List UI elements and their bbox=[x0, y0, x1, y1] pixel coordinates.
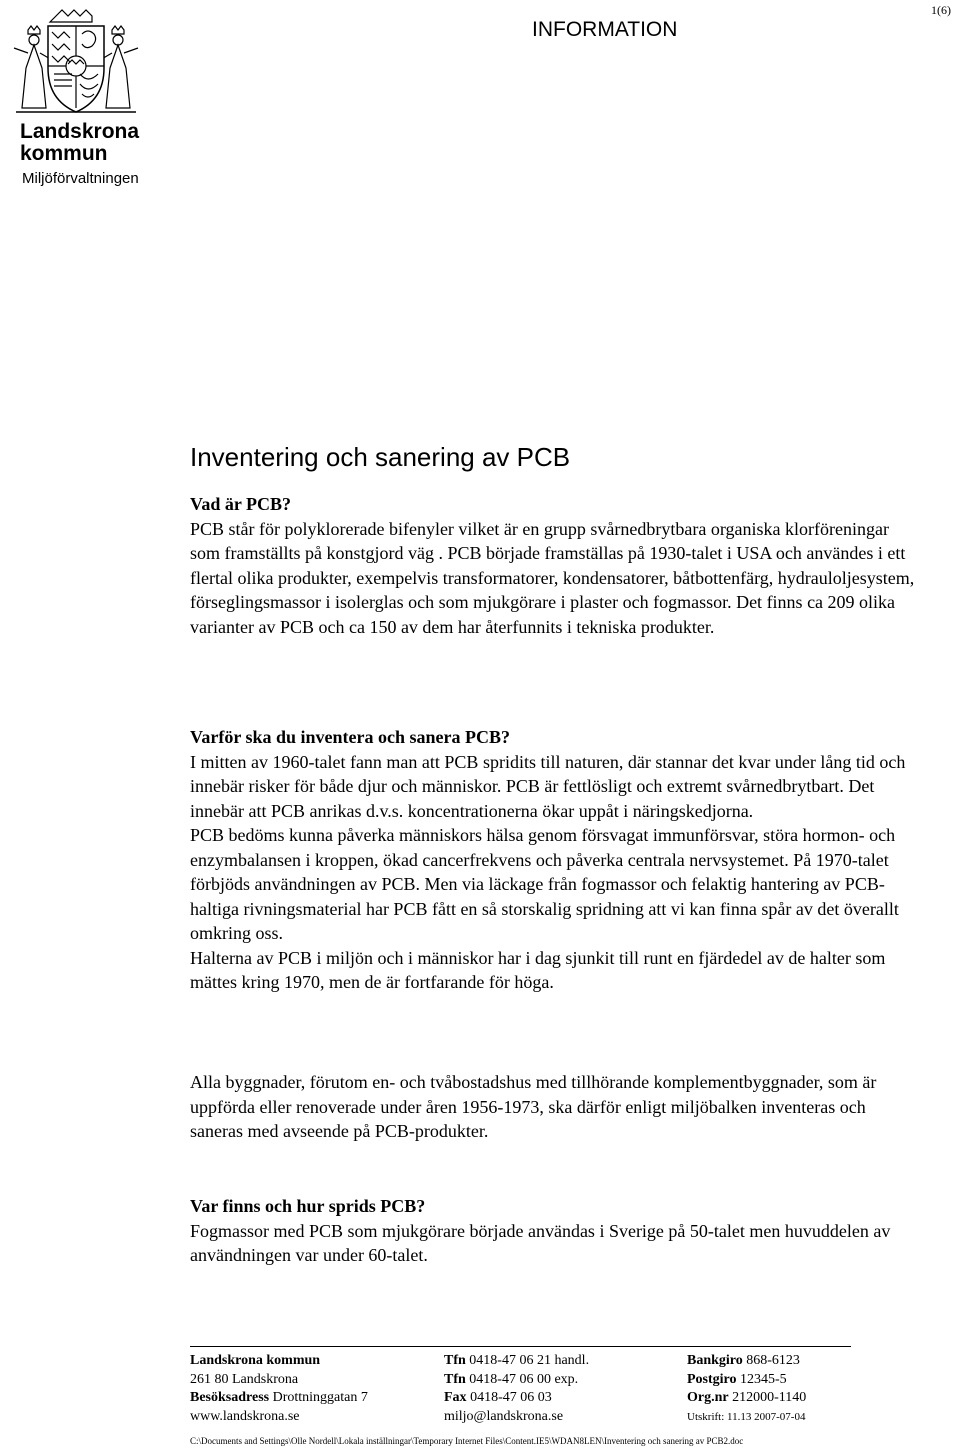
footer-orgnr-label: Org.nr bbox=[687, 1390, 729, 1406]
footer-web-link[interactable]: www.landskrona.se bbox=[190, 1408, 300, 1424]
footer-tfn1-label: Tfn bbox=[444, 1353, 466, 1368]
header-title: INFORMATION bbox=[532, 18, 678, 41]
footer-org: Landskrona kommun bbox=[190, 1353, 321, 1368]
footer-fax-label: Fax bbox=[444, 1390, 467, 1406]
footer-orgnr-value: 212000-1140 bbox=[728, 1390, 807, 1406]
footer-postal: 261 80 Landskrona bbox=[190, 1371, 299, 1387]
paragraph: PCB bedöms kunna påverka människors hälsa genom försvagat immunförsvar, störa hormon- och enzymbalansen i kroppen, ökad cancerfrekvens och påverka centrala nervsystemet. På 1970-talet förbjöds användningen av PCB. Men via läckage från fogmassor och felaktig hantering av PCB-haltiga rivningsmaterial har PCB fått en så storskalig spridning att vi kan finna spår av det överallt omkring oss. bbox=[190, 825, 899, 943]
footer-tfn2-value: 0418-47 06 00 exp. bbox=[465, 1371, 579, 1387]
footer-fax-value: 0418-47 06 03 bbox=[466, 1390, 552, 1406]
page-number: 1(6) bbox=[931, 3, 951, 17]
footer-tfn1-value: 0418-47 06 21 handl. bbox=[465, 1353, 590, 1368]
section-heading: Vad är PCB? bbox=[190, 494, 292, 514]
document-title: Inventering och sanering av PCB bbox=[190, 442, 571, 472]
section-what-is-pcb bbox=[190, 492, 920, 639]
footer-bankgiro-label: Bankgiro bbox=[687, 1353, 743, 1368]
paragraph: Fogmassor med PCB som mjukgörare började användas i Sverige på 50-talet men huvuddelen av användningen var under 60-talet. bbox=[190, 1220, 891, 1265]
org-department: Miljöförvaltningen bbox=[22, 170, 139, 187]
org-name-line1: Landskrona bbox=[20, 120, 140, 143]
footer-postgiro-label: Postgiro bbox=[687, 1371, 737, 1387]
footer-finance bbox=[687, 1352, 806, 1426]
section-heading: Varför ska du inventera och sanera PCB? bbox=[190, 727, 511, 747]
footer-visit-value: Drottninggatan 7 bbox=[269, 1390, 368, 1406]
footer-tfn2-label: Tfn bbox=[444, 1371, 466, 1387]
org-name-line2: kommun bbox=[20, 142, 108, 165]
paragraph: I mitten av 1960-talet fann man att PCB spridits till naturen, där stannar det kvar under lång tid och innebär risker för både djur och människor. PCB är fettlösligt och extremt svårnedbrytbart. Det innebär att PCB anrikas d.v.s. koncentrationerna ökar uppåt i näringskedjorna. bbox=[190, 751, 906, 821]
footer-bankgiro-value: 868-6123 bbox=[742, 1353, 800, 1368]
footer-postgiro-value: 12345-5 bbox=[736, 1371, 787, 1387]
org-name bbox=[20, 121, 139, 165]
footer-visit-label: Besöksadress bbox=[190, 1390, 270, 1406]
footer-contact bbox=[444, 1352, 589, 1426]
section-heading: Var finns och hur sprids PCB? bbox=[190, 1196, 426, 1216]
paragraph: Alla byggnader, förutom en- och tvåbostadshus med tillhörande komplementbyggnader, som är uppförda eller renoverade under åren 1956-1973, ska därför enligt miljöbalken inventeras och saneras med avseende på PCB-produkter. bbox=[190, 1072, 877, 1141]
footer-address bbox=[190, 1352, 368, 1426]
footer-divider bbox=[190, 1346, 851, 1347]
paragraph: PCB står för polyklorerade bifenyler vilket är en grupp svårnedbrytbara organiska klorföreningar som framställts på konstgjord väg . PCB började framställas på 1930-talet i USA och användes i ett flertal olika produkter, exempelvis transformatorer, kondensatorer, båtbottenfärg, hydrauloljesystem, förseglingsmassor i isolerglas och som mjukgörare i plaster och fogmassor. Det finns ca 209 olika varianter av PCB och ca 150 av dem har återfunnits i tekniska produkter. bbox=[190, 518, 915, 637]
section-why-inventory bbox=[190, 725, 920, 995]
coat-of-arms-logo bbox=[8, 8, 143, 120]
section-requirement bbox=[190, 1070, 920, 1144]
section-where-pcb bbox=[190, 1194, 920, 1268]
footer-email-link[interactable]: miljo@landskrona.se bbox=[444, 1408, 564, 1424]
footer-printed-date: Utskrift: 11.13 2007-07-04 bbox=[687, 1410, 806, 1423]
footer-file-path: C:\Documents and Settings\Olle Nordell\Lokala inställningar\Temporary Internet Files\Content.IE5\WDAN8LEN\Inventering och sanering av PCB2.doc bbox=[190, 1436, 744, 1446]
paragraph: Halterna av PCB i miljön och i människor har i dag sjunkit till runt en fjärdedel av de halter som mättes kring 1970, men de är fortfarande för höga. bbox=[190, 947, 886, 992]
